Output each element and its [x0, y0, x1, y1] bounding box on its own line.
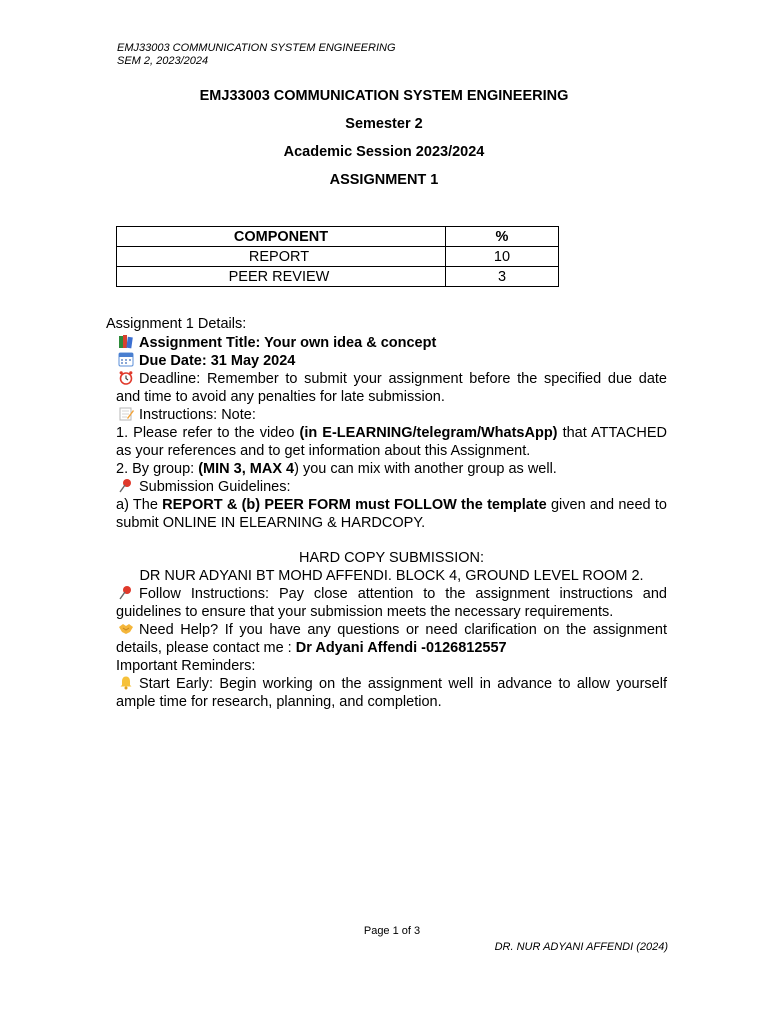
instruction-1: 1. Please refer to the video (in E-LEARNING/telegram/WhatsApp) that ATTACHED as your references and to get information about this Assignment. [116, 425, 668, 459]
table-cell: 3 [446, 267, 559, 287]
table-cell: 10 [446, 247, 559, 267]
assignment-title: ASSIGNMENT 1 [329, 172, 439, 188]
page-number: Page 1 of 3 [363, 925, 421, 937]
header-course: EMJ33003 COMMUNICATION SYSTEM ENGINEERING [117, 42, 396, 54]
follow-paragraph: Follow Instructions: Pay close attention to the assignment instructions and guidelines to ensure that your submission meets the necessary requirements. [116, 586, 667, 620]
hardcopy-title: HARD COPY SUBMISSION: [298, 550, 485, 566]
title-line: Assignment Title: Your own idea & concept [116, 334, 667, 352]
table-cell: PEER REVIEW [117, 267, 446, 287]
spacer [116, 532, 667, 549]
calendar-icon [118, 352, 134, 367]
instructions-label: Instructions: Note: [116, 406, 667, 424]
assignment-details [116, 334, 667, 711]
table-row [117, 247, 559, 267]
components-table [116, 226, 559, 287]
bell-icon [118, 675, 134, 690]
submission-label: Submission Guidelines: [116, 478, 667, 496]
document-title: EMJ33003 COMMUNICATION SYSTEM ENGINEERING [199, 88, 569, 104]
memo-icon [118, 406, 134, 421]
table-header-row [117, 227, 559, 247]
table-header-percent: % [446, 227, 559, 247]
reminders-label: Important Reminders: [116, 658, 256, 674]
deadline-paragraph: Deadline: Remember to submit your assignment before the specified due date and time to avoid any penalties for late submission. [116, 371, 667, 405]
details-label: Assignment 1 Details: [106, 316, 247, 332]
running-header [117, 42, 396, 68]
table-header-component: COMPONENT [117, 227, 446, 247]
session-title: Academic Session 2023/2024 [283, 144, 485, 160]
instruction-2: 2. By group: (MIN 3, MAX 4) you can mix with another group as well. [116, 461, 557, 477]
help-paragraph: Need Help? If you have any questions or need clarification on the assignment details, please contact me : Dr Adyani Affendi -0126812557 [116, 622, 667, 656]
footer-author: DR. NUR ADYANI AFFENDI (2024) [494, 941, 668, 953]
hardcopy-location: DR NUR ADYANI BT MOHD AFFENDI. BLOCK 4, GROUND LEVEL ROOM 2. [139, 568, 644, 584]
submission-guideline: a) The REPORT & (b) PEER FORM must FOLLOW the template given and need to submit ONLINE IN ELEARNING & HARDCOPY. [116, 497, 667, 531]
start-early-paragraph: Start Early: Begin working on the assignment well in advance to allow yourself ample time for research, planning, and completion. [116, 676, 667, 710]
pushpin-icon [118, 478, 134, 493]
due-date-line: Due Date: 31 May 2024 [116, 352, 667, 370]
alarm-clock-icon [118, 370, 134, 385]
pushpin-icon [118, 585, 134, 600]
books-icon [118, 334, 134, 349]
table-row [117, 267, 559, 287]
header-semester: SEM 2, 2023/2024 [117, 55, 209, 67]
semester-title: Semester 2 [345, 116, 423, 132]
table-cell: REPORT [117, 247, 446, 267]
handshake-icon [118, 621, 134, 636]
